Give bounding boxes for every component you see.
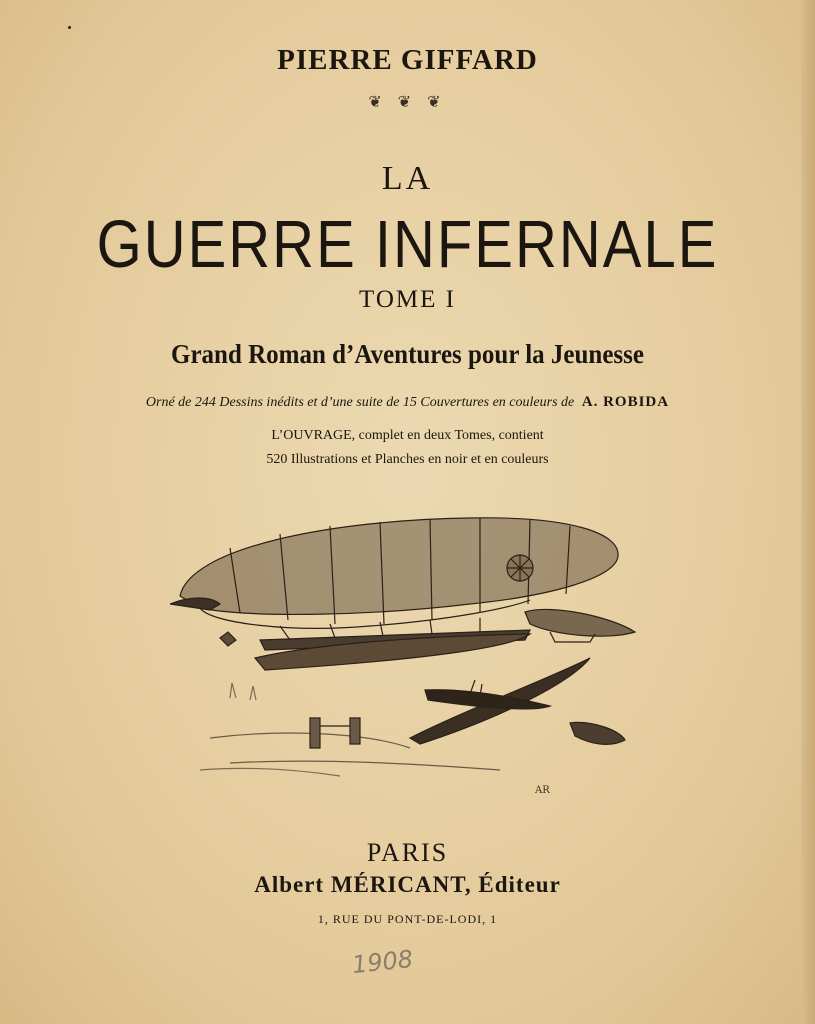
publisher-name: Albert MÉRICANT, Éditeur xyxy=(254,872,561,897)
zeppelin-hull xyxy=(180,518,618,615)
work-note-line-1: L’OUVRAGE, complet en deux Tomes, contient xyxy=(271,428,544,443)
publisher-address: 1, RUE DU PONT-DE-LODI, 1 xyxy=(317,912,498,926)
handwritten-year: 1908 xyxy=(350,944,415,980)
airship-illustration xyxy=(170,508,640,798)
subtitle: Grand Roman d’Aventures pour la Jeunesse xyxy=(171,340,644,370)
illustration-credit-text: Orné de 244 Dessins inédits et d’une suite de 15 Couvertures en couleurs de xyxy=(145,395,575,410)
work-note-line-2: 520 Illustrations et Planches en noir et en couleurs xyxy=(266,452,549,467)
tower-bridge xyxy=(310,718,360,748)
fleuron-ornament: ❦ ❦ ❦ xyxy=(368,94,447,111)
book-title: GUERRE INFERNALE xyxy=(96,207,719,282)
illustrator-name: A. ROBIDA xyxy=(581,394,670,410)
illustration-credit xyxy=(0,394,815,411)
artist-monogram: AR xyxy=(535,785,550,796)
small-airship xyxy=(525,609,635,636)
title-article: LA xyxy=(381,160,434,197)
ink-speck xyxy=(68,26,71,29)
imprint-city: PARIS xyxy=(366,838,449,867)
volume-label: TOME I xyxy=(359,286,456,313)
zeppelin-fin xyxy=(170,598,220,610)
page-edge xyxy=(801,0,815,1024)
author-name: PIERRE GIFFARD xyxy=(277,44,538,76)
